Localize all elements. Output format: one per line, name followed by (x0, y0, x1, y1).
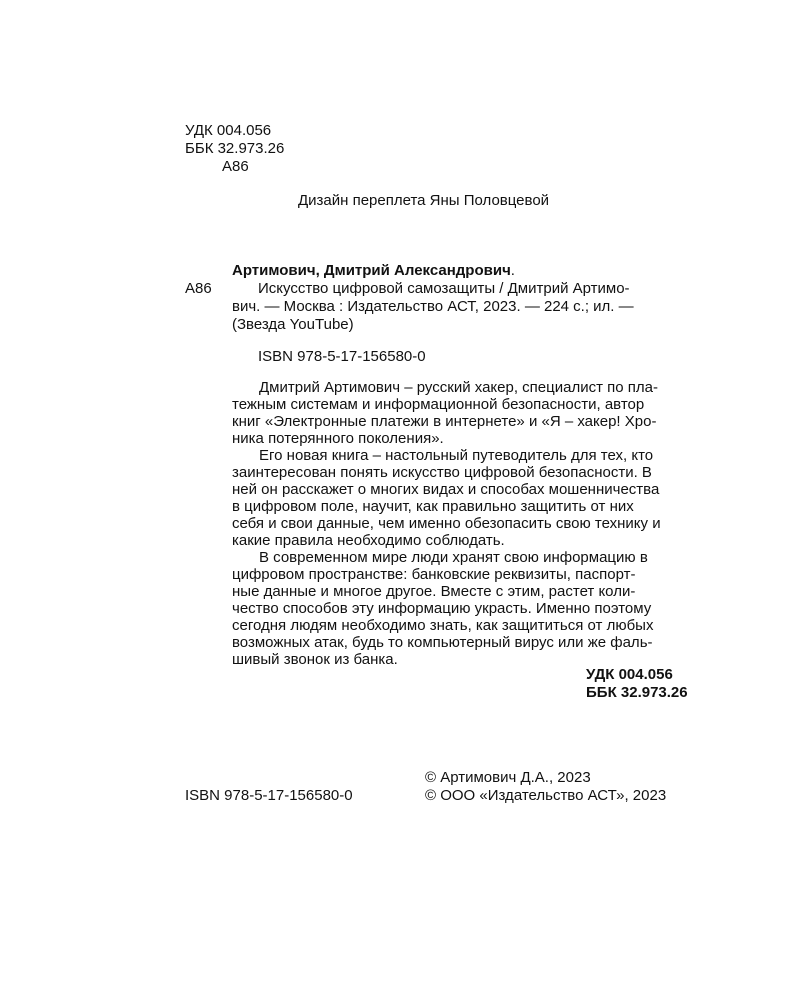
annotation-line: Его новая книга – настольный путеводитель для тех, кто (259, 447, 654, 464)
annotation-line: чество способов эту информацию украсть. Именно поэтому (232, 600, 652, 617)
author-name: Артимович, Дмитрий Александрович (232, 262, 511, 279)
annotation-line: тежным системам и информационной безопасности, автор (232, 396, 645, 413)
annotation-line: ные данные и многое другое. Вместе с этим, растет коли- (232, 583, 636, 600)
annotation-line: Дмитрий Артимович – русский хакер, специалист по пла- (259, 379, 658, 396)
annotation-line: В современном мире люди хранят свою информацию в (259, 549, 648, 566)
udk-code-bottom: УДК 004.056 (586, 666, 673, 683)
bbk-code-bottom: ББК 32.973.26 (586, 684, 688, 701)
annotation (232, 379, 710, 668)
design-credit: Дизайн переплета Яны Половцевой (298, 192, 550, 209)
annotation-line: себя и свои данные, чем именно обезопасить свою технику и (232, 515, 661, 532)
isbn-footer: ISBN 978-5-17-156580-0 (185, 787, 353, 804)
entry-line-2-text: вич. — Москва : Издательство АСТ, 2023. — 224 с.; ил. — (232, 298, 634, 315)
author-mark-top: А86 (222, 158, 249, 175)
annotation-line: какие правила необходимо соблюдать. (232, 532, 505, 549)
annotation-line: сегодня людям необходимо знать, как защититься от любых (232, 617, 654, 634)
udk-code-top: УДК 004.056 (185, 122, 272, 139)
entry-line-3: (Звезда YouTube) (232, 316, 354, 333)
author-mark-entry: А86 (185, 280, 212, 297)
bbk-code-top: ББК 32.973.26 (185, 140, 285, 157)
annotation-line: в цифровом поле, научит, как правильно защитить от них (232, 498, 634, 515)
annotation-line: ника потерянного поколения». (232, 430, 444, 447)
entry-line-2 (232, 298, 710, 315)
annotation-line: книг «Электронные платежи в интернете» и «Я – хакер! Хро- (232, 413, 657, 430)
annotation-line: шивый звонок из банка. (232, 651, 398, 668)
annotation-line: цифровом пространстве: банковские реквизиты, паспорт- (232, 566, 636, 583)
isbn-entry: ISBN 978-5-17-156580-0 (258, 348, 426, 365)
annotation-line: ней он расскажет о многих видах и способах мошенничества (232, 481, 660, 498)
entry-heading (232, 262, 515, 279)
copyright-author: © Артимович Д.А., 2023 (425, 769, 591, 786)
heading-punct: . (510, 262, 515, 279)
entry-line-1: Искусство цифровой самозащиты / Дмитрий Артимо- (258, 280, 630, 297)
copyright-publisher: © ООО «Издательство АСТ», 2023 (425, 787, 667, 804)
annotation-line: заинтересован понять искусство цифровой безопасности. В (232, 464, 652, 481)
annotation-line: возможных атак, будь то компьютерный вирус или же фаль- (232, 634, 653, 651)
